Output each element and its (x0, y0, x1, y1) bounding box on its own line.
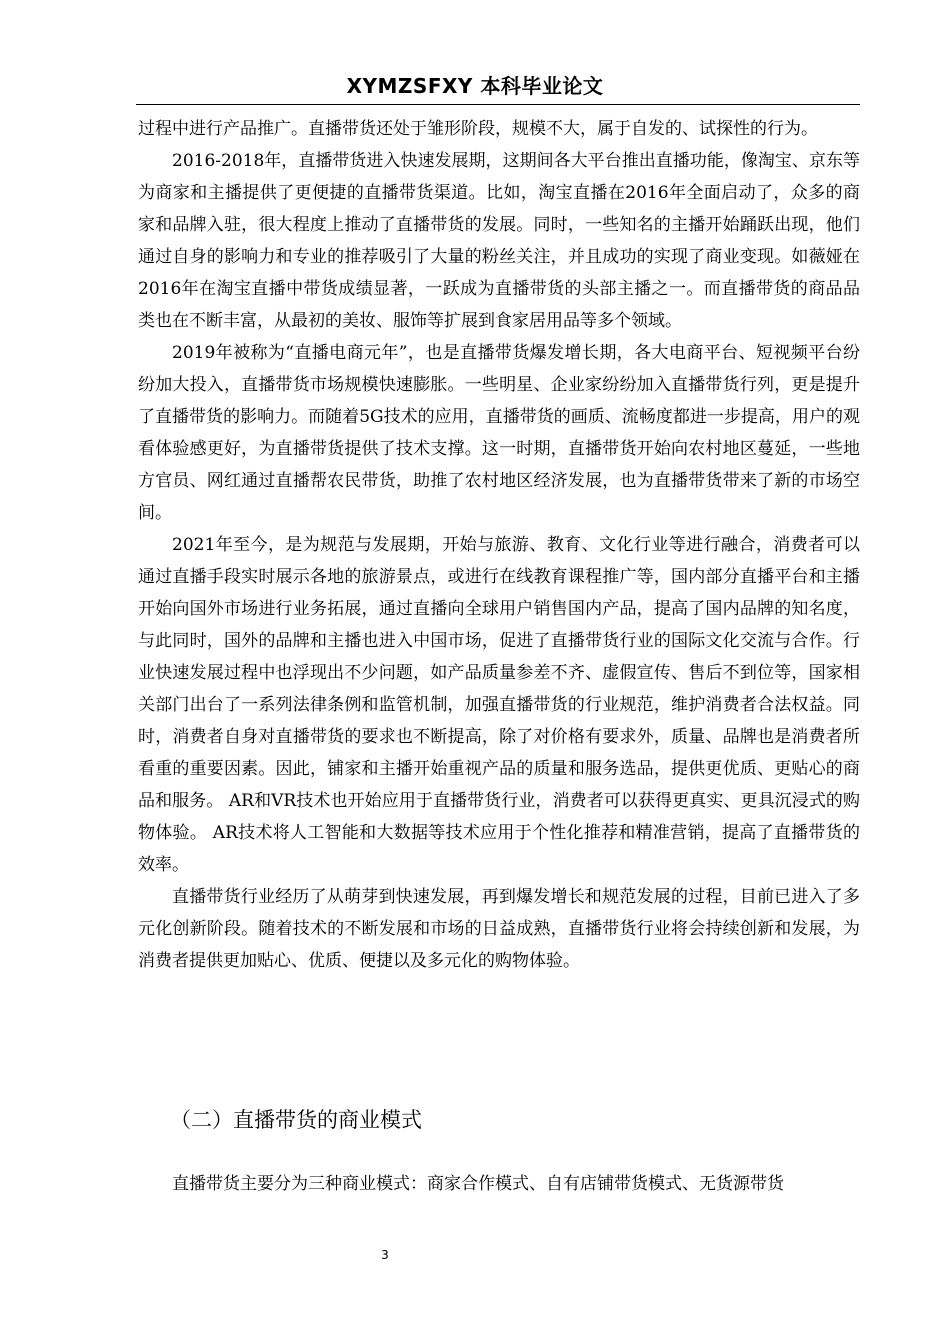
paragraph-4: 2021年至今，是为规范与发展期，开始与旅游、教育、文化行业等进行融合，消费者可以通过直播手段实时展示各地的旅游景点，或进行在线教育课程推广等，国内部分直播平台和主播开始向国外市场进行业务拓展，通过直播向全球用户销售国内产品，提高了国内品牌的知名度，与此同时，国外的品牌和主播也进入中国市场，促进了直播带货行业的国际文化交流与合作。行业快速发展过程中也浮现出不少问题，如产品质量参差不齐、虚假宣传、售后不到位等，国家相关部门出台了一系列法律条例和监管机制，加强直播带货的行业规范，维护消费者合法权益。同时，消费者自身对直播带货的要求也不断提高，除了对价格有要求外，质量、品牌也是消费者所看重的重要因素。因此，铺家和主播开始重视产品的质量和服务选品，提供更优质、更贴心的商品和服务。 AR和VR技术也开始应用于直播带货行业，消费者可以获得更真实、更具沉浸式的购物体验。 AR技术将人工智能和大数据等技术应用于个性化推荐和精准营销，提高了直播带货的效率。 (138, 535, 860, 875)
paragraph-2: 2016-2018年，直播带货进入快速发展期，这期间各大平台推出直播功能，像淘宝、京东等为商家和主播提供了更便捷的直播带货渠道。比如，淘宝直播在2016年全面启动了，众多的商家和品牌入驻，很大程度上推动了直播带货的发展。同时，一些知名的主播开始踊跃出现，他们通过自身的影响力和专业的推荐吸引了大量的粉丝关注，并且成功的实现了商业变现。如薇娅在2016年在淘宝直播中带货成绩显著，一跃成为直播带货的头部主播之一。而直播带货的商品品类也在不断丰富，从最初的美妆、服饰等扩展到食家居用品等多个领域。 (138, 151, 860, 331)
paragraph-5: 直播带货行业经历了从萌芽到快速发展，再到爆发增长和规范发展的过程，目前已进入了多元化创新阶段。随着技术的不断发展和市场的日益成熟，直播带货行业将会持续创新和发展，为消费者提供更加贴心、优质、便捷以及多元化的购物体验。 (138, 887, 860, 971)
header-rule (136, 104, 860, 105)
page-number: 3 (381, 1248, 389, 1262)
body-text (138, 113, 860, 977)
paragraph-3: 2019年被称为“直播电商元年”，也是直播带货爆发增长期，各大电商平台、短视频平台纷纷加大投入，直播带货市场规模快速膨胀。一些明星、企业家纷纷加入直播带货行列，更是提升了直播带货的影响力。而随着5G技术的应用，直播带货的画质、流畅度都进一步提高，用户的观看体验感更好，为直播带货提供了技术支撑。这一时期，直播带货开始向农村地区蔓延，一些地方官员、网红通过直播帮农民带货，助推了农村地区经济发展，也为直播带货带来了新的市场空间。 (138, 343, 860, 523)
page-header-title: XYMZSFXY 本科毕业论文 (346, 74, 604, 98)
section-heading: （二）直播带货的商业模式 (170, 1108, 422, 1132)
paragraph-6: 直播带货主要分为三种商业模式：商家合作模式、自有店铺带货模式、无货源带货 (172, 1174, 784, 1194)
paragraph-1: 过程中进行产品推广。直播带货还处于雏形阶段，规模不大，属于自发的、试探性的行为。 (138, 119, 818, 139)
